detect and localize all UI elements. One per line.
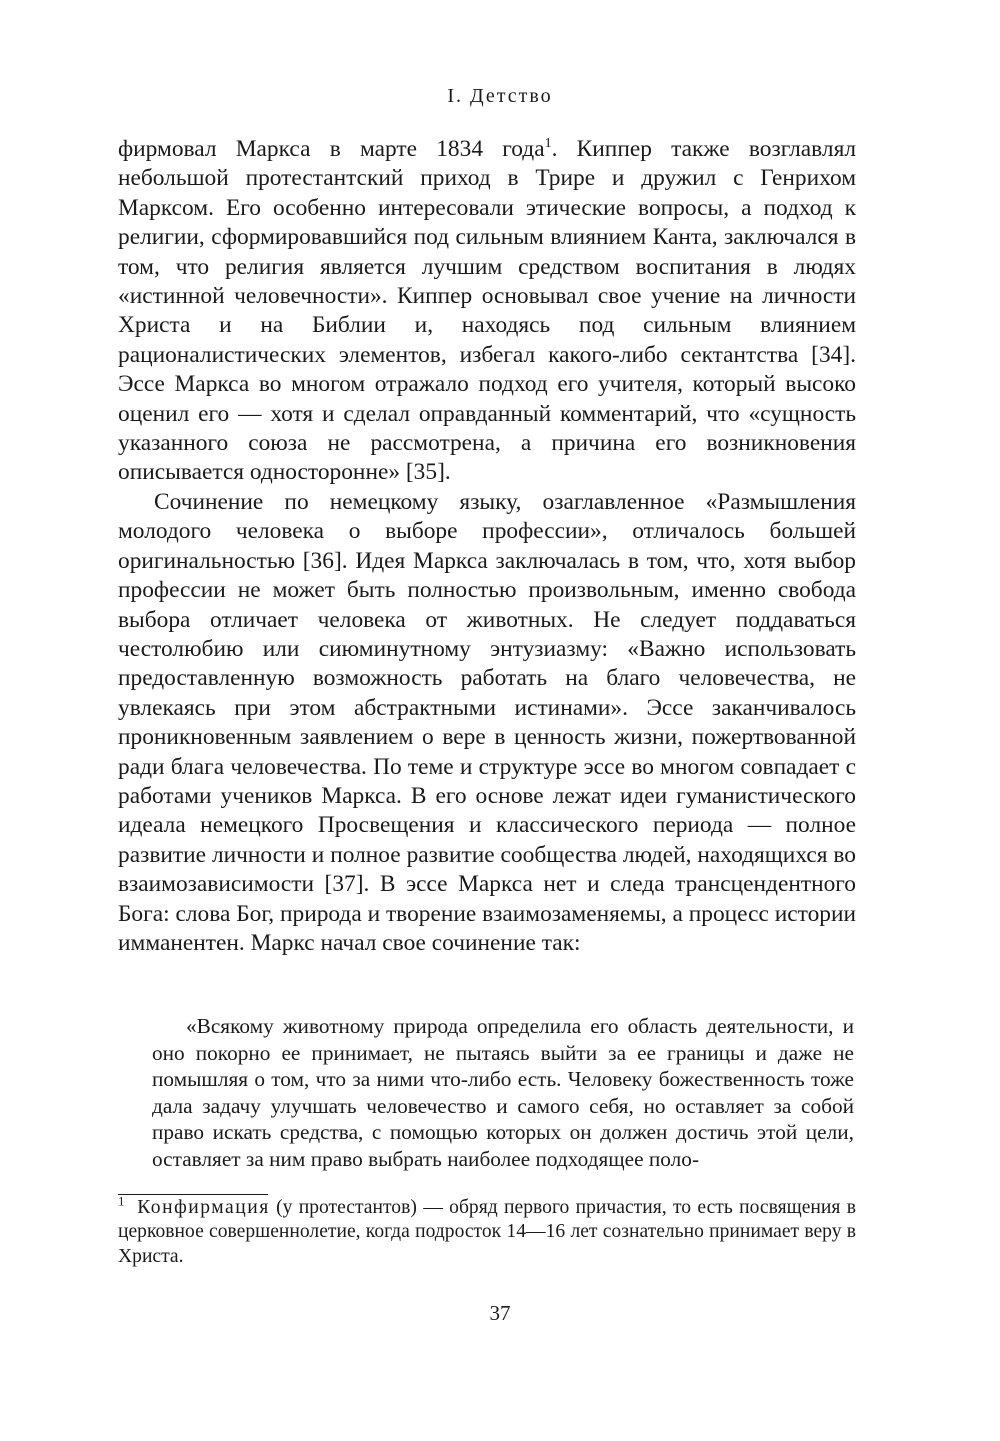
footnote-reference: 1: [544, 136, 552, 152]
block-quote: «Всякому животному природа определила его область деятельности, и оно покорно ее принимает, не пытаясь выйти за ее границы и даже не помышляя о том, что за ними что-либо есть. Человеку божественность тоже дала задачу улучшать человечество и самого себя, но оставляет за собой право искать средства, с помощью которых он должен достичь этой цели, оставляет за ним право выбрать наиболее подходящее поло-: [152, 1014, 854, 1171]
footnote-divider: [118, 1194, 268, 1195]
running-header: I. Детство: [447, 85, 553, 107]
paragraph-1-text: фирмовал Маркса в марте 1834 года: [118, 136, 545, 162]
body-paragraph-2: [118, 488, 856, 959]
paragraph-1-text-continued: . Киппер также возглавлял небольшой протестантский приход в Трире и дружил с Генрихом Марксом. Его особенно интересовали этические вопросы, а подход к религии, сформировавшийся под сильным влиянием Канта, заключался в том, что религия является лучшим средством воспитания в людях «истинной человечности». Киппер основывал свое учение на личности Христа и на Библии и, находясь под сильным влиянием рационалистических элементов, избегал какого-либо сектантства [34]. Эссе Маркса во многом отражало подход его учителя, который высоко оценил его — хотя и сделал оправданный комментарий, что «сущность указанного союза не рассмотрена, а причина его возникновения описывается односторонне» [35].: [118, 136, 857, 486]
body-paragraph-1: [118, 135, 856, 488]
page-number: 37: [489, 1301, 511, 1325]
footnote-text: (у протестантов) — обряд первого причастия, то есть посвящения в церковное совершеннолетие, когда подросток 14—16 лет сознательно принимает веру в Христа.: [118, 1197, 856, 1267]
footnote-marker: 1: [118, 1193, 125, 1209]
footnote-term: Конфирмация: [137, 1197, 270, 1218]
footnote: [118, 1193, 856, 1269]
paragraph-2-text: Сочинение по немецкому языку, озаглавленное «Размышления молодого человека о выборе профессии», отличалось большей оригинальностью [36]. Идея Маркса заключалась в том, что, хотя выбор профессии не может быть полностью произвольным, именно свобода выбора отличает человека от животных. Не следует поддаваться честолюбию или сиюминутному энтузиазму: «Важно использовать предоставленную возможность работать на благо человечества, не увлекаясь при этом абстрактными истинами». Эссе заканчивалось проникновенным заявлением о вере в ценность жизни, пожертвованной ради блага человечества. По теме и структуре эссе во многом совпадает с работами учеников Маркса. В его основе лежат идеи гуманистического идеала немецкого Просвещения и классического периода — полное развитие личности и полное развитие сообщества людей, находящихся во взаимозависимости [37]. В эссе Маркса нет и следа трансцендентного Бога: слова Бог, природа и творение взаимозаменяемы, а процесс истории имманентен. Маркс начал свое сочинение так:: [118, 489, 856, 957]
